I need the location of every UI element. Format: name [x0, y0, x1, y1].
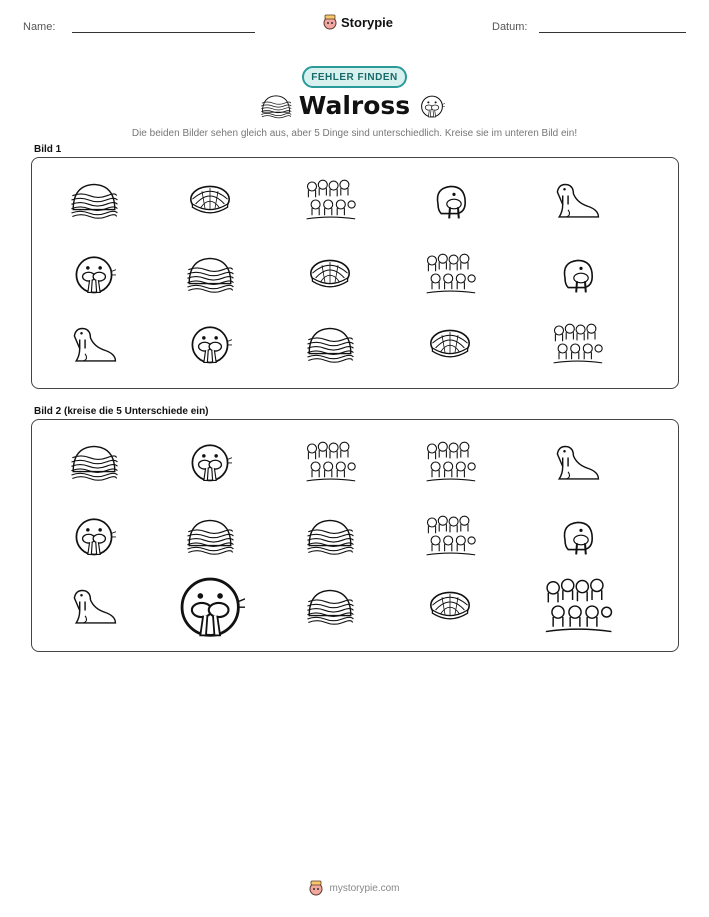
date-field[interactable]: [539, 32, 686, 33]
walrus-face-icon[interactable]: [175, 569, 245, 643]
walrus-sitting-icon[interactable]: [69, 585, 119, 627]
ice-floe-icon: [68, 180, 120, 220]
walrus-herd-icon: [303, 177, 357, 223]
picture1-label: Bild 1: [34, 144, 62, 155]
storypie-logo-icon: [309, 880, 323, 896]
picture1-panel: [31, 157, 679, 389]
ice-floe-icon[interactable]: [304, 586, 356, 626]
clam-shell-icon[interactable]: [426, 587, 474, 625]
walrus-head-icon[interactable]: [557, 515, 597, 557]
walrus-herd-icon[interactable]: [541, 575, 614, 637]
footer: [0, 880, 709, 896]
walrus-herd-icon[interactable]: [423, 439, 477, 485]
worksheet-title: Walross: [298, 91, 411, 120]
walrus-sitting-icon: [69, 323, 119, 365]
ice-floe-icon: [304, 324, 356, 364]
walrus-herd-icon: [423, 251, 477, 297]
walrus-sitting-icon[interactable]: [552, 441, 602, 483]
walrus-herd-icon: [550, 321, 604, 367]
name-label: Name:: [23, 21, 56, 33]
ice-floe-icon: [184, 254, 236, 294]
ice-floe-icon[interactable]: [304, 516, 356, 556]
footer-url: mystorypie.com: [329, 882, 400, 894]
clam-shell-icon: [306, 255, 354, 293]
walrus-face-icon: [72, 251, 116, 297]
walrus-head-icon: [430, 179, 470, 221]
walrus-herd-icon[interactable]: [423, 513, 477, 559]
ice-floe-icon[interactable]: [184, 516, 236, 556]
walrus-face-icon: [188, 321, 232, 367]
storypie-logo-icon: [323, 14, 337, 30]
instruction-text: Die beiden Bilder sehen gleich aus, aber 5 Dinge sind unterschiedlich. Kreise sie im unteren Bild ein!: [131, 128, 578, 139]
picture2-panel[interactable]: [31, 419, 679, 652]
name-field[interactable]: [72, 32, 255, 33]
clam-shell-icon: [186, 181, 234, 219]
date-label: Datum:: [492, 21, 528, 33]
picture2-label: Bild 2 (kreise die 5 Unterschiede ein): [34, 406, 209, 417]
brand-name: Storypie: [341, 14, 394, 30]
walrus-sitting-icon: [552, 179, 602, 221]
ice-floe-icon[interactable]: [68, 442, 120, 482]
clam-shell-icon: [426, 325, 474, 363]
walrus-face-icon: [419, 93, 445, 119]
walrus-face-icon[interactable]: [188, 439, 232, 485]
walrus-head-icon: [557, 253, 597, 295]
activity-badge: FEHLER FINDEN: [302, 66, 407, 88]
walrus-face-icon[interactable]: [72, 513, 116, 559]
brand-logo: [323, 14, 393, 30]
walrus-herd-icon[interactable]: [303, 439, 357, 485]
